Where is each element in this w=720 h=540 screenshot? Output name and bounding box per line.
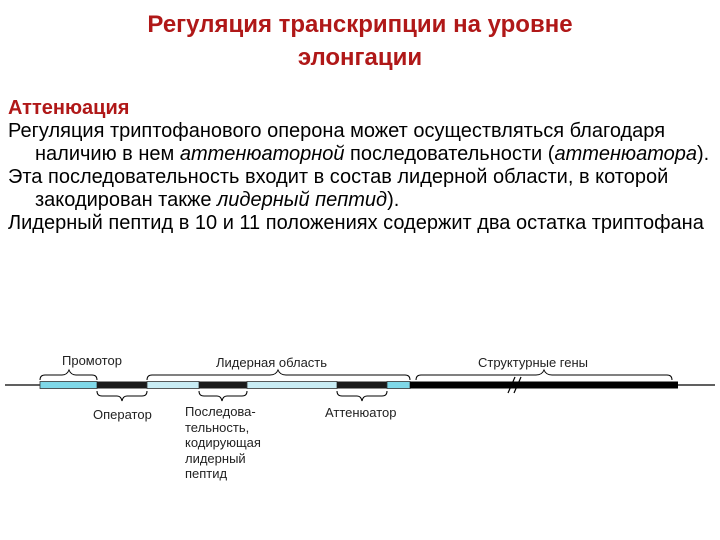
title-line-1: Регуляция транскрипции на уровне (147, 11, 573, 38)
leader-peptide-segment (199, 382, 247, 389)
structural-genes-brace (416, 370, 672, 380)
p2-text-a: Эта последовательность входит в состав лидерной области, в которой закодирован также (8, 166, 669, 211)
promoter-brace (40, 370, 97, 380)
operator-label: Оператор (93, 407, 152, 422)
p1-text-a: Регуляция триптофанового оперона может осуществляться благодаря наличию в нем (8, 120, 666, 165)
seq-label-line-4: лидерный (185, 450, 246, 466)
p3-text-a: Лидерный пептид в 10 и 11 положениях содержит два остатка триптофана (8, 212, 704, 234)
attenuator-segment (337, 382, 387, 389)
p1-italic-attenuator-adj: аттенюаторной (179, 143, 345, 165)
p1-text-e: ). (697, 143, 710, 165)
leader-peptide-seq-label (185, 404, 261, 482)
seq-label-line-2: тельность, (185, 419, 250, 435)
structural-genes-segment (410, 382, 678, 389)
leader-segment-1 (147, 382, 199, 389)
structural-genes-label: Структурные гены (478, 355, 589, 370)
leader-segment-3 (387, 382, 410, 389)
section-heading: Аттенюация (8, 97, 130, 119)
promoter-label: Промотор (62, 353, 122, 368)
seq-label-line-5: пептид (185, 466, 228, 481)
p1-text-c: последовательности ( (344, 143, 555, 165)
title-line-2: элонгации (297, 44, 423, 71)
operator-segment (97, 382, 147, 389)
p1-italic-attenuator: аттенюатора (554, 143, 697, 165)
seq-label-line-1: Последова- (185, 404, 256, 419)
attenuator-label: Аттенюатор (325, 405, 397, 420)
promoter-segment (40, 382, 97, 389)
leader-region-brace (147, 370, 410, 380)
p2-italic-leader-peptide: лидерный пептид (217, 189, 388, 211)
leader-peptide-brace (199, 391, 247, 401)
p2-text-c: ). (387, 189, 400, 211)
operator-brace (97, 391, 147, 401)
leader-segment-2 (247, 382, 337, 389)
leader-region-label: Лидерная область (216, 355, 328, 370)
attenuator-brace (337, 391, 387, 401)
seq-label-line-3: кодирующая (185, 435, 261, 450)
